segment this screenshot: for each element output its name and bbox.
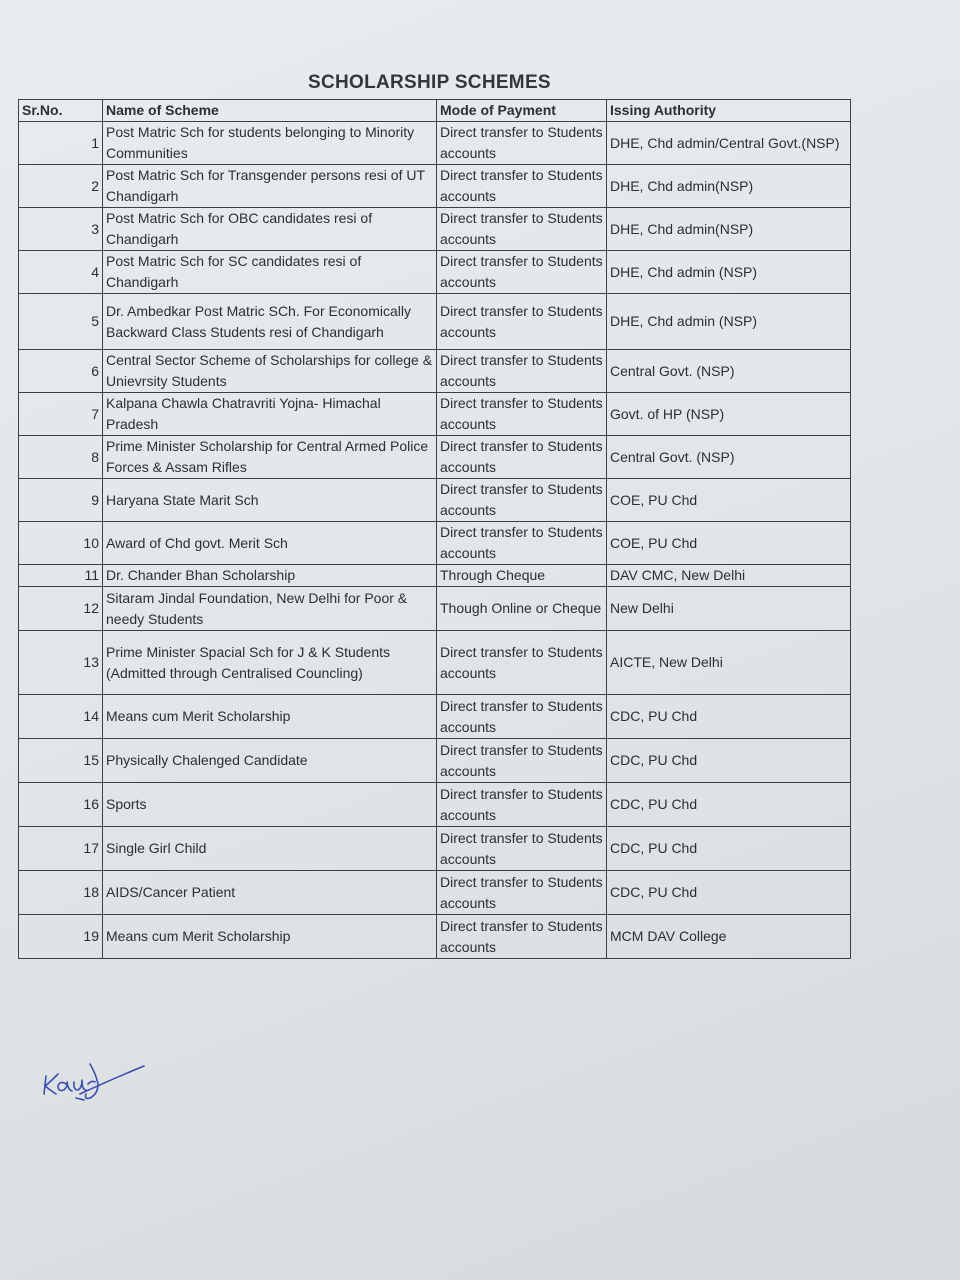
cell-issuing-authority: DHE, Chd admin (NSP) [607,294,851,350]
cell-sr-no: 4 [19,251,103,294]
cell-sr-no: 3 [19,208,103,251]
cell-scheme-name: Haryana State Marit Sch [103,479,437,522]
cell-issuing-authority: COE, PU Chd [607,479,851,522]
table-body [19,122,851,959]
header-mode-of-payment: Mode of Payment [437,100,607,122]
cell-issuing-authority: DHE, Chd admin(NSP) [607,165,851,208]
cell-sr-no: 9 [19,479,103,522]
cell-mode-of-payment: Direct transfer to Students accounts [437,436,607,479]
cell-sr-no: 10 [19,522,103,565]
cell-scheme-name: Central Sector Scheme of Scholarships for college & Unievrsity Students [103,350,437,393]
table-row [19,631,851,695]
cell-mode-of-payment: Direct transfer to Students accounts [437,631,607,695]
header-issuing-authority: Issing Authority [607,100,851,122]
cell-sr-no: 8 [19,436,103,479]
cell-sr-no: 11 [19,565,103,587]
table-row [19,587,851,631]
cell-scheme-name: Means cum Merit Scholarship [103,915,437,959]
table-row [19,122,851,165]
cell-sr-no: 14 [19,695,103,739]
table-row [19,827,851,871]
cell-issuing-authority: Central Govt. (NSP) [607,436,851,479]
cell-sr-no: 1 [19,122,103,165]
table-row [19,350,851,393]
cell-mode-of-payment: Direct transfer to Students accounts [437,827,607,871]
cell-scheme-name: Single Girl Child [103,827,437,871]
scholarship-table [18,99,851,959]
cell-issuing-authority: New Delhi [607,587,851,631]
cell-scheme-name: Post Matric Sch for Transgender persons resi of UT Chandigarh [103,165,437,208]
header-sr-no: Sr.No. [19,100,103,122]
cell-sr-no: 17 [19,827,103,871]
header-scheme-name: Name of Scheme [103,100,437,122]
cell-sr-no: 15 [19,739,103,783]
table-row [19,165,851,208]
cell-sr-no: 16 [19,783,103,827]
cell-issuing-authority: DAV CMC, New Delhi [607,565,851,587]
table-row [19,479,851,522]
cell-mode-of-payment: Direct transfer to Students accounts [437,350,607,393]
table-row [19,915,851,959]
cell-scheme-name: Dr. Ambedkar Post Matric SCh. For Economically Backward Class Students resi of Chandigarh [103,294,437,350]
cell-scheme-name: Prime Minister Spacial Sch for J & K Students (Admitted through Centralised Councling) [103,631,437,695]
cell-mode-of-payment: Through Cheque [437,565,607,587]
cell-sr-no: 5 [19,294,103,350]
cell-scheme-name: Dr. Chander Bhan Scholarship [103,565,437,587]
page-title: SCHOLARSHIP SCHEMES [308,72,551,93]
table-row [19,522,851,565]
cell-mode-of-payment: Direct transfer to Students accounts [437,294,607,350]
table-row [19,783,851,827]
cell-issuing-authority: DHE, Chd admin/Central Govt.(NSP) [607,122,851,165]
cell-scheme-name: Physically Chalenged Candidate [103,739,437,783]
cell-mode-of-payment: Direct transfer to Students accounts [437,208,607,251]
cell-mode-of-payment: Direct transfer to Students accounts [437,739,607,783]
cell-scheme-name: Means cum Merit Scholarship [103,695,437,739]
cell-issuing-authority: DHE, Chd admin(NSP) [607,208,851,251]
cell-issuing-authority: AICTE, New Delhi [607,631,851,695]
table-row [19,871,851,915]
cell-sr-no: 18 [19,871,103,915]
cell-scheme-name: Kalpana Chawla Chatravriti Yojna- Himachal Pradesh [103,393,437,436]
cell-scheme-name: AIDS/Cancer Patient [103,871,437,915]
cell-issuing-authority: MCM DAV College [607,915,851,959]
cell-mode-of-payment: Direct transfer to Students accounts [437,393,607,436]
cell-scheme-name: Post Matric Sch for OBC candidates resi of Chandigarh [103,208,437,251]
cell-issuing-authority: Central Govt. (NSP) [607,350,851,393]
cell-issuing-authority: CDC, PU Chd [607,739,851,783]
cell-sr-no: 6 [19,350,103,393]
table-row [19,393,851,436]
cell-scheme-name: Post Matric Sch for students belonging to Minority Communities [103,122,437,165]
cell-mode-of-payment: Direct transfer to Students accounts [437,695,607,739]
table-row [19,251,851,294]
cell-mode-of-payment: Direct transfer to Students accounts [437,871,607,915]
cell-sr-no: 19 [19,915,103,959]
cell-issuing-authority: CDC, PU Chd [607,783,851,827]
cell-mode-of-payment: Direct transfer to Students accounts [437,122,607,165]
table-row [19,436,851,479]
cell-scheme-name: Sitaram Jindal Foundation, New Delhi for Poor & needy Students [103,587,437,631]
cell-sr-no: 12 [19,587,103,631]
table-row [19,208,851,251]
cell-mode-of-payment: Though Online or Cheque [437,587,607,631]
cell-sr-no: 7 [19,393,103,436]
cell-sr-no: 13 [19,631,103,695]
cell-scheme-name: Sports [103,783,437,827]
table-row [19,565,851,587]
table-row [19,294,851,350]
table-row [19,739,851,783]
cell-mode-of-payment: Direct transfer to Students accounts [437,915,607,959]
cell-issuing-authority: COE, PU Chd [607,522,851,565]
cell-mode-of-payment: Direct transfer to Students accounts [437,479,607,522]
cell-issuing-authority: CDC, PU Chd [607,871,851,915]
table-header-row [19,100,851,122]
cell-mode-of-payment: Direct transfer to Students accounts [437,165,607,208]
cell-mode-of-payment: Direct transfer to Students accounts [437,783,607,827]
cell-sr-no: 2 [19,165,103,208]
table-row [19,695,851,739]
cell-scheme-name: Award of Chd govt. Merit Sch [103,522,437,565]
signature [40,1050,150,1110]
cell-mode-of-payment: Direct transfer to Students accounts [437,251,607,294]
cell-mode-of-payment: Direct transfer to Students accounts [437,522,607,565]
cell-scheme-name: Post Matric Sch for SC candidates resi of Chandigarh [103,251,437,294]
cell-scheme-name: Prime Minister Scholarship for Central Armed Police Forces & Assam Rifles [103,436,437,479]
cell-issuing-authority: CDC, PU Chd [607,695,851,739]
cell-issuing-authority: Govt. of HP (NSP) [607,393,851,436]
cell-issuing-authority: CDC, PU Chd [607,827,851,871]
cell-issuing-authority: DHE, Chd admin (NSP) [607,251,851,294]
